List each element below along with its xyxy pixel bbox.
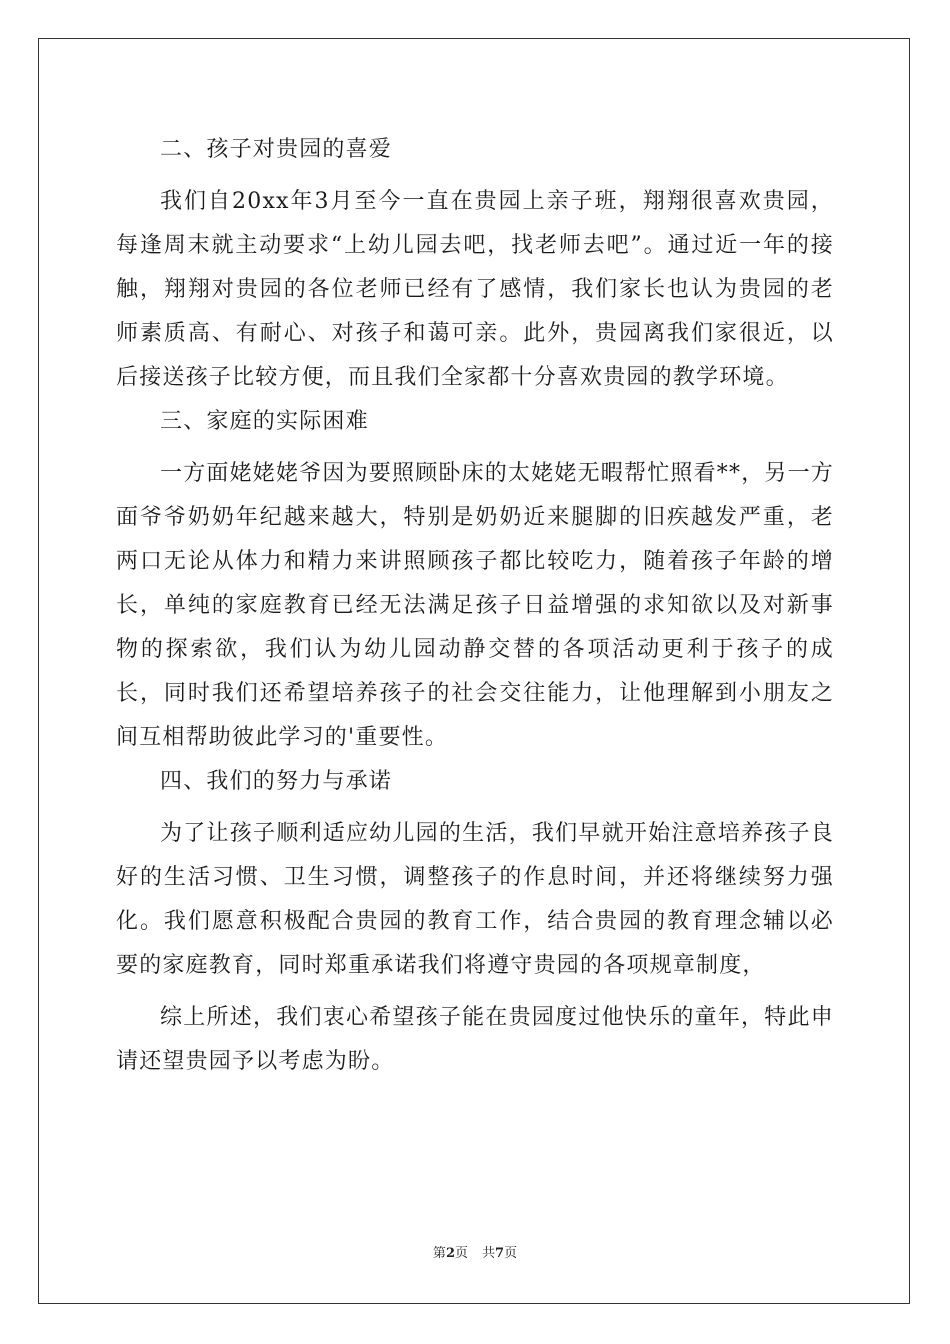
total-prefix: 共 xyxy=(482,1246,496,1261)
page-number-footer xyxy=(0,1242,950,1261)
paragraph-summary: 综上所述，我们衷心希望孩子能在贵园度过他快乐的童年，特此申请还望贵园予以考虑为盼。 xyxy=(116,1005,834,1074)
paragraph-love-for-kindergarten: 我们自20xx年3月至今一直在贵园上亲子班，翔翔很喜欢贵园，每逢周末就主动要求“上幼儿园去吧，找老师去吧”。通过近一年的接触，翔翔对贵园的各位老师已经有了感情，我们家长也认为贵园的老师素质高、有耐心、对孩子和蔼可亲。此外，贵园离我们家很近，以后接送孩子比较方便，而且我们全家都十分喜欢贵园的教学环境。 xyxy=(116,189,834,390)
section-heading-2: 二、孩子对贵园的喜爱 xyxy=(160,137,393,162)
total-suffix: 页 xyxy=(504,1246,518,1261)
page-suffix: 页 xyxy=(454,1246,468,1261)
paragraph-family-difficulties: 一方面姥姥姥爷因为要照顾卧床的太姥姥无暇帮忙照看**，另一方面爷爷奶奶年纪越来越大，特别是奶奶近来腿脚的旧疾越发严重，老两口无论从体力和精力来讲照顾孩子都比较吃力，随着孩子年龄的增长，单纯的家庭教育已经无法满足孩子日益增强的求知欲以及对新事物的探索欲，我们认为幼儿园动静交替的各项活动更利于孩子的成长，同时我们还希望培养孩子的社会交往能力，让他理解到小朋友之间互相帮助彼此学习的'重要性。 xyxy=(116,461,835,750)
document-body xyxy=(116,128,834,1084)
section-heading-3: 三、家庭的实际困难 xyxy=(160,409,369,434)
page-prefix: 第 xyxy=(432,1246,446,1261)
paragraph-efforts-commitment: 为了让孩子顺利适应幼儿园的生活，我们早就开始注意培养孩子良好的生活习惯、卫生习惯，调整孩子的作息时间，并还将继续努力强化。我们愿意积极配合贵园的教育工作，结合贵园的教育理念辅以必要的家庭教育，同时郑重承诺我们将遵守贵园的各项规章制度， xyxy=(116,821,834,978)
total-page-number: 7 xyxy=(495,1246,505,1261)
section-heading-4: 四、我们的努力与承诺 xyxy=(160,769,393,794)
current-page-number: 2 xyxy=(445,1246,455,1261)
